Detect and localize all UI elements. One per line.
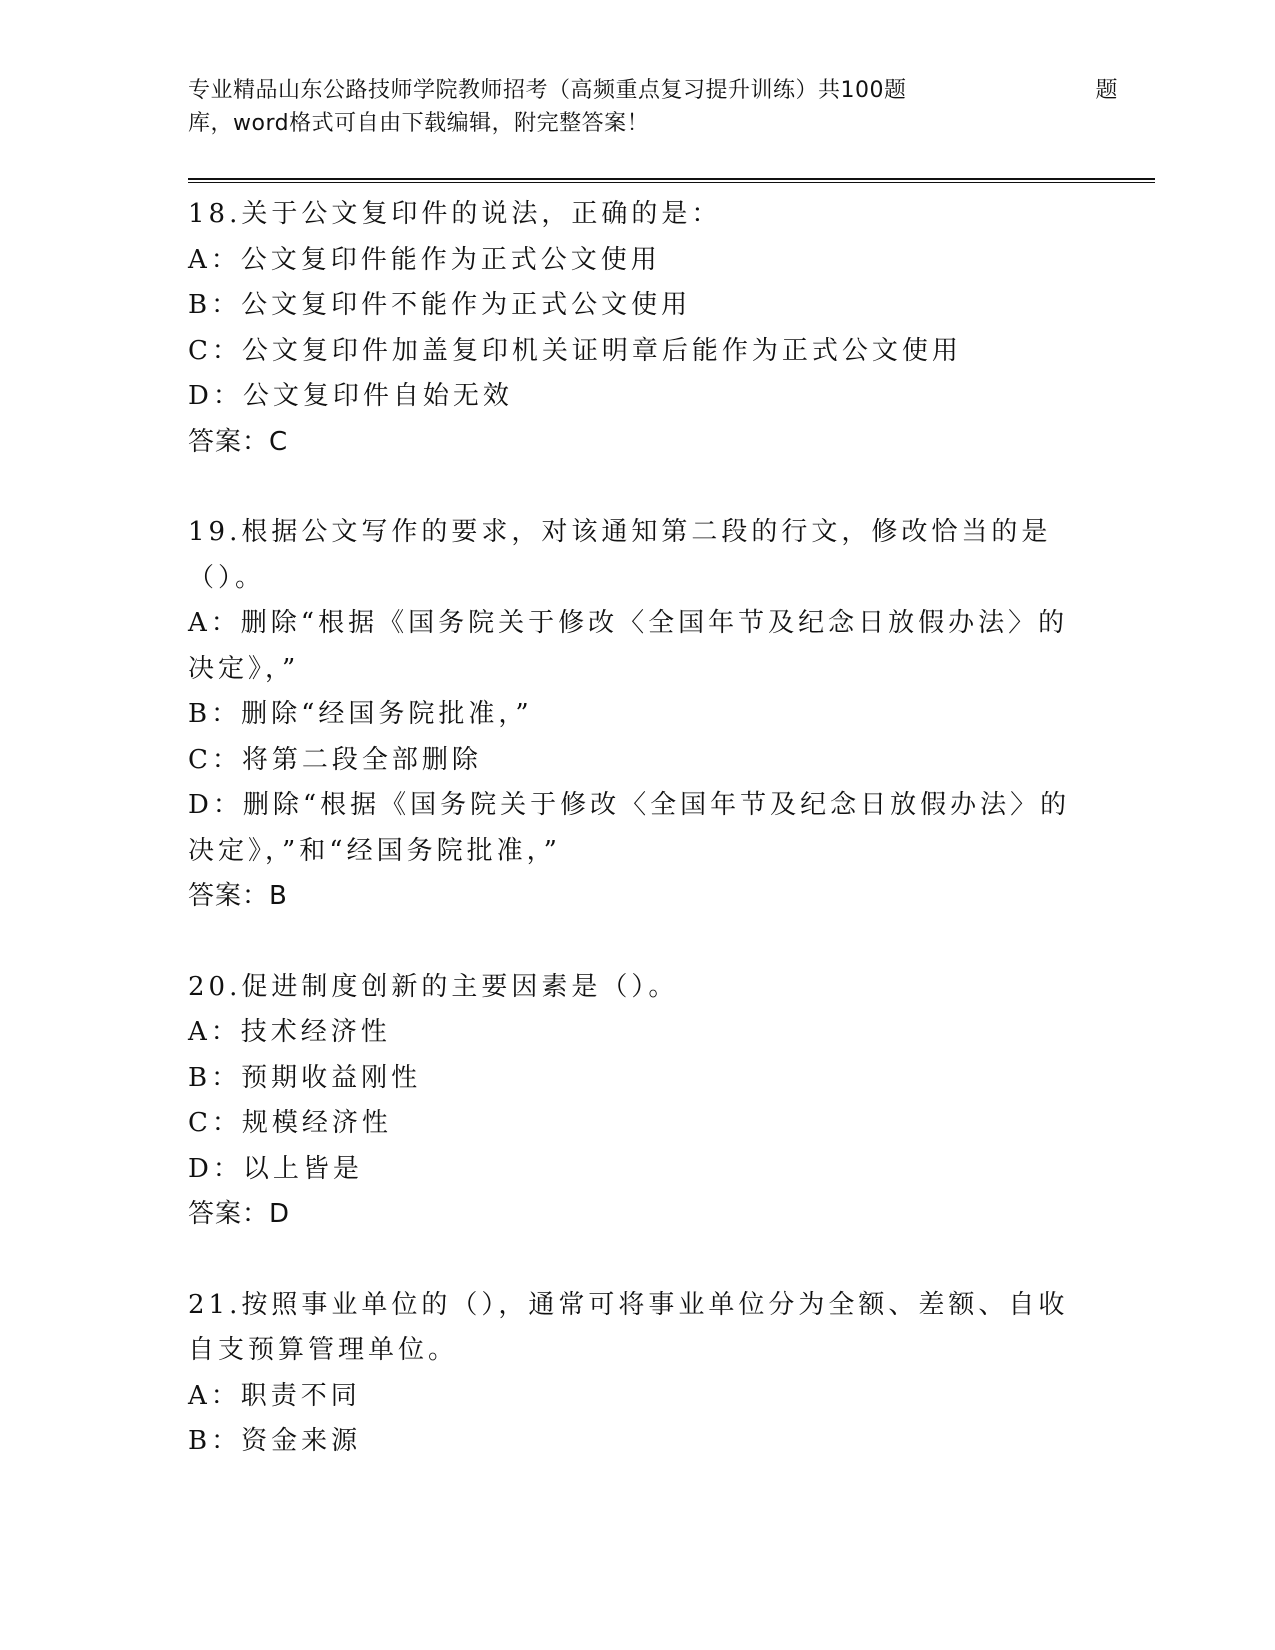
- question-text: 20.促进制度创新的主要因素是（）。: [188, 971, 679, 1002]
- option-b: B：预期收益刚性: [188, 1062, 422, 1093]
- option-a: A：公文复印件能作为正式公文使用: [188, 244, 661, 275]
- header-divider: [188, 178, 1155, 183]
- header-title-line2: 库，word格式可自由下载编辑，附完整答案！: [188, 111, 650, 136]
- option-a: A：技术经济性: [188, 1017, 391, 1047]
- option-c: C：公文复印件加盖复印机关证明章后能作为正式公文使用: [188, 335, 962, 366]
- question-21: [188, 1283, 1078, 1465]
- question-18: [188, 192, 1078, 465]
- option-d: D：以上皆是: [188, 1153, 363, 1184]
- header-title-tail: 题: [1095, 78, 1118, 103]
- question-text: 21.按照事业单位的（），通常可将事业单位分为全额、差额、自收自支预算管理单位。: [188, 1289, 1069, 1365]
- question-19: [188, 510, 1078, 920]
- answer: 答案：D: [188, 1199, 291, 1229]
- question-list: [188, 192, 1078, 1510]
- page-header: [188, 74, 1118, 140]
- question-20: [188, 965, 1078, 1238]
- header-title-row: [188, 74, 1118, 107]
- option-a: A：职责不同: [188, 1380, 361, 1411]
- question-text: 19.根据公文写作的要求，对该通知第二段的行文，修改恰当的是（）。: [188, 517, 1052, 593]
- option-b: B：资金来源: [188, 1426, 362, 1456]
- answer: 答案：C: [188, 426, 289, 457]
- option-c: C：将第二段全部删除: [188, 744, 482, 775]
- option-d: D：公文复印件自始无效: [188, 381, 513, 411]
- option-c: C：规模经济性: [188, 1108, 392, 1138]
- question-text: 18.关于公文复印件的说法，正确的是：: [188, 199, 722, 229]
- header-title-line1: 专业精品山东公路技师学院教师招考（高频重点复习提升训练）共100题: [188, 78, 907, 103]
- option-b: B：删除“经国务院批准，”: [188, 699, 533, 729]
- option-a: A：删除“根据《国务院关于修改〈全国年节及纪念日放假办法〉的决定》，”: [188, 608, 1069, 684]
- option-b: B：公文复印件不能作为正式公文使用: [188, 290, 692, 320]
- option-d: D：删除“根据《国务院关于修改〈全国年节及纪念日放假办法〉的决定》，”和“经国务院批准，”: [188, 790, 1071, 866]
- answer: 答案：B: [188, 881, 288, 911]
